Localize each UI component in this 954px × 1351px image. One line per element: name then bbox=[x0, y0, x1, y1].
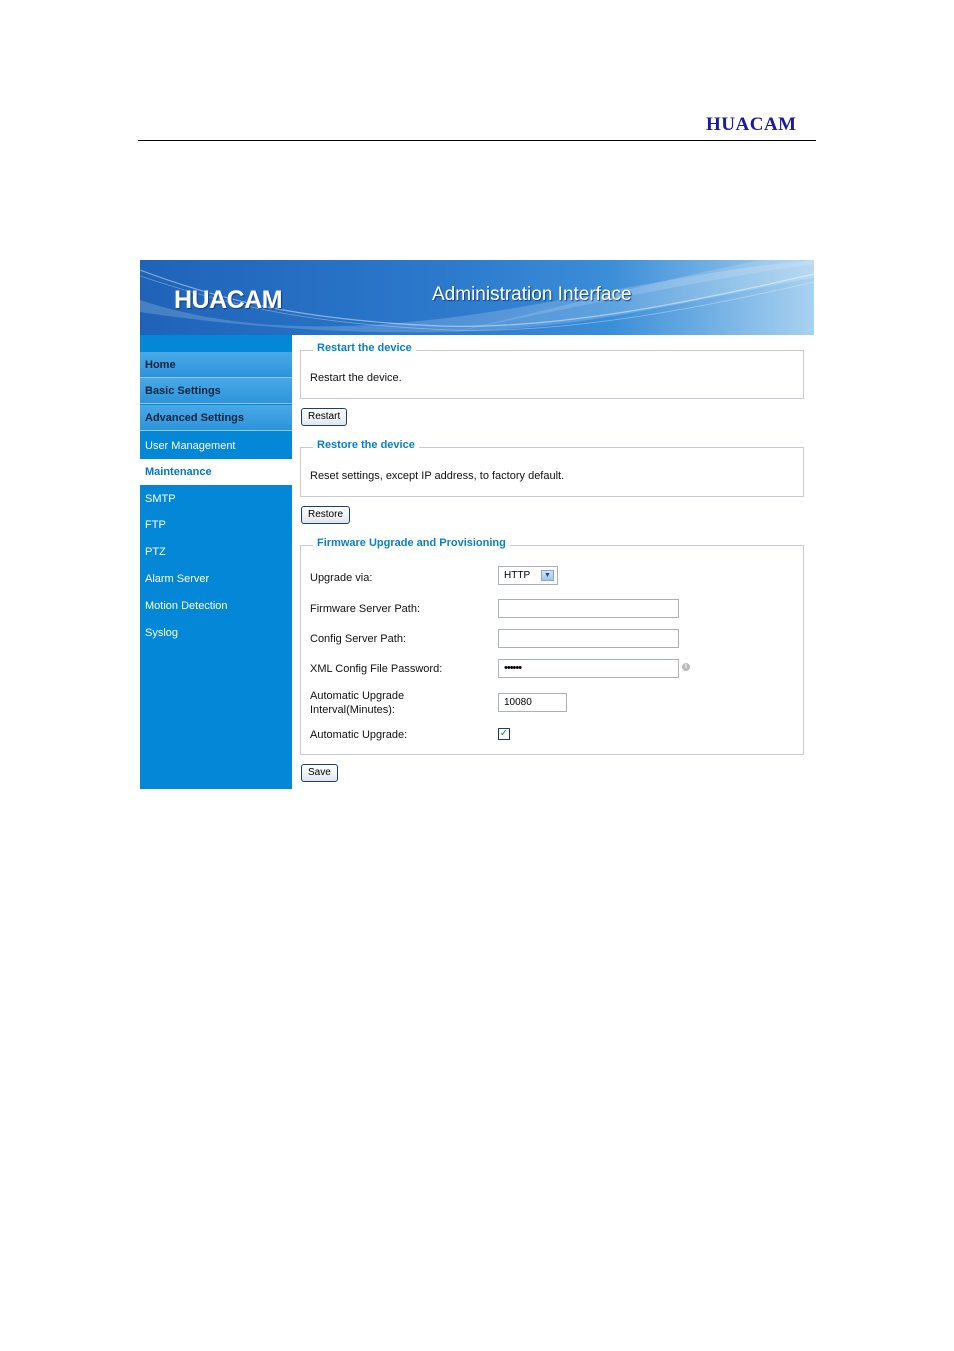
sidebar-nav bbox=[140, 335, 292, 789]
automatic-upgrade-label: Automatic Upgrade: bbox=[310, 729, 408, 741]
firmware-server-path-input[interactable] bbox=[498, 599, 679, 618]
automatic-upgrade-interval-label bbox=[310, 689, 404, 717]
xml-config-password-label: XML Config File Password: bbox=[310, 663, 443, 675]
chevron-down-icon[interactable]: ▼ bbox=[541, 570, 554, 581]
sidebar-item-motion-detection[interactable]: Motion Detection bbox=[145, 600, 228, 612]
automatic-upgrade-interval-input[interactable]: 10080 bbox=[498, 693, 567, 712]
sidebar-item-ftp[interactable]: FTP bbox=[145, 519, 166, 531]
automatic-upgrade-checkbox[interactable]: ✓ bbox=[499, 728, 509, 739]
firmware-server-path-label: Firmware Server Path: bbox=[310, 603, 421, 615]
xml-config-password-input[interactable]: •••••• bbox=[498, 659, 679, 678]
banner-logo: HUACAM bbox=[174, 286, 283, 314]
main-content bbox=[292, 335, 814, 789]
config-server-path-label: Config Server Path: bbox=[310, 633, 406, 645]
save-button[interactable]: Save bbox=[301, 764, 338, 782]
firmware-fieldset bbox=[300, 537, 804, 755]
upgrade-via-select[interactable] bbox=[498, 566, 558, 585]
upgrade-via-value: HTTP bbox=[504, 570, 531, 581]
interval-label-line1: Automatic Upgrade bbox=[310, 690, 405, 702]
restore-button[interactable]: Restore bbox=[301, 506, 350, 524]
interval-label-line2: Interval(Minutes): bbox=[310, 704, 395, 716]
sidebar-item-alarm-server[interactable]: Alarm Server bbox=[145, 573, 210, 585]
firmware-legend: Firmware Upgrade and Provisioning bbox=[313, 537, 510, 549]
restore-legend: Restore the device bbox=[313, 439, 419, 451]
restore-description: Reset settings, except IP address, to factory default. bbox=[310, 470, 565, 482]
sidebar-item-user-management[interactable]: User Management bbox=[145, 440, 236, 452]
sidebar-item-ptz[interactable]: PTZ bbox=[145, 546, 166, 558]
sidebar-item-basic-settings[interactable]: Basic Settings bbox=[140, 378, 292, 404]
upgrade-via-label: Upgrade via: bbox=[310, 572, 373, 584]
restart-legend: Restart the device bbox=[313, 342, 416, 354]
restore-fieldset bbox=[300, 439, 804, 497]
banner-title: Administration Interface bbox=[432, 284, 632, 305]
admin-screenshot bbox=[140, 260, 814, 789]
banner bbox=[140, 260, 814, 335]
sidebar-item-smtp[interactable]: SMTP bbox=[145, 493, 176, 505]
restart-button[interactable]: Restart bbox=[301, 408, 347, 426]
sidebar-item-maintenance[interactable]: Maintenance bbox=[140, 459, 292, 485]
document-header-rule bbox=[138, 140, 816, 141]
sidebar-item-home[interactable]: Home bbox=[140, 352, 292, 378]
sidebar-item-syslog[interactable]: Syslog bbox=[145, 627, 179, 639]
info-icon[interactable]: i bbox=[682, 663, 690, 671]
config-server-path-input[interactable] bbox=[498, 629, 679, 648]
restart-description: Restart the device. bbox=[310, 372, 402, 384]
restart-fieldset bbox=[300, 342, 804, 399]
document-header-brand: HUACAM bbox=[706, 114, 797, 135]
sidebar-item-advanced-settings[interactable]: Advanced Settings bbox=[140, 405, 292, 431]
